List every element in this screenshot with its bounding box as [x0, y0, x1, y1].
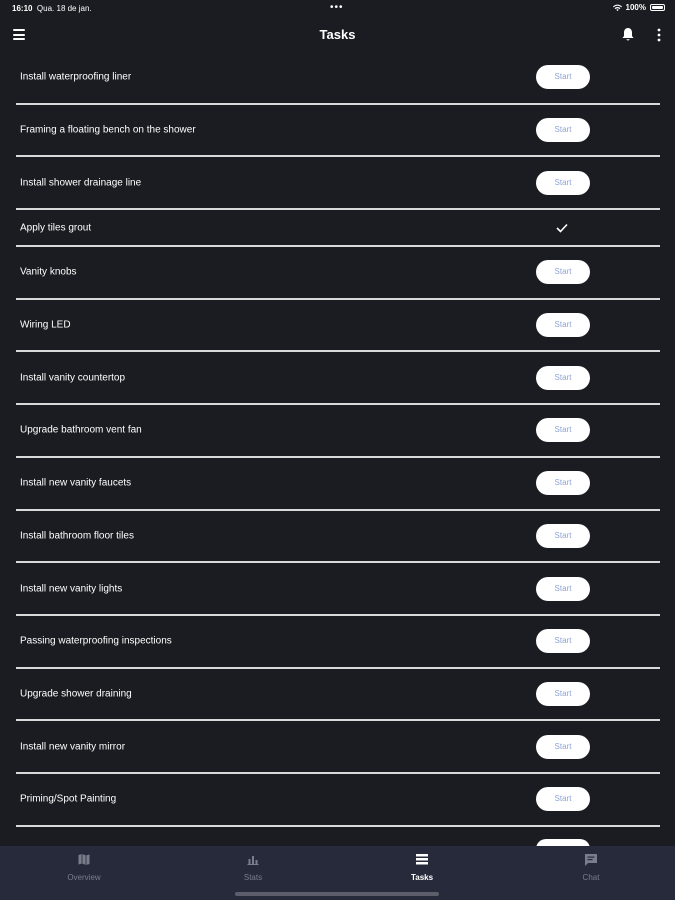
- start-button[interactable]: Start: [536, 471, 590, 495]
- start-button[interactable]: Start: [536, 418, 590, 442]
- start-button[interactable]: Start: [536, 629, 590, 653]
- status-time: [12, 4, 92, 13]
- task-row[interactable]: [16, 247, 660, 300]
- wifi-icon: [613, 4, 622, 12]
- task-label: Passing waterproofing inspections: [20, 635, 172, 647]
- task-row[interactable]: [16, 774, 660, 827]
- task-label: Install new vanity faucets: [20, 477, 132, 489]
- task-row[interactable]: [16, 669, 660, 722]
- start-button[interactable]: Start: [536, 260, 590, 284]
- task-row[interactable]: [16, 721, 660, 774]
- status-date: Qua. 18 de jan.: [36, 4, 92, 13]
- task-label: Install vanity countertop: [20, 372, 126, 384]
- chat-icon: [584, 853, 598, 867]
- task-label: Upgrade shower draining: [20, 688, 132, 700]
- tab-overview[interactable]: [0, 846, 168, 900]
- start-button[interactable]: Start: [536, 735, 590, 759]
- status-time-value: 16:10: [12, 4, 33, 13]
- multitasking-dots[interactable]: •••: [330, 2, 344, 13]
- more-vertical-icon[interactable]: [656, 28, 662, 42]
- start-button[interactable]: Start: [536, 171, 590, 195]
- task-list: [16, 52, 660, 827]
- task-row[interactable]: [16, 458, 660, 511]
- tab-tasks-label: Tasks: [410, 873, 434, 882]
- tab-overview-label: Overview: [67, 873, 101, 882]
- task-label: Install new vanity lights: [20, 583, 123, 595]
- tab-chat-label: Chat: [582, 873, 600, 882]
- task-row[interactable]: [16, 300, 660, 353]
- task-label: Install new vanity mirror: [20, 741, 126, 753]
- task-row[interactable]: [16, 511, 660, 564]
- start-button[interactable]: Start: [536, 313, 590, 337]
- start-button[interactable]: Start: [536, 524, 590, 548]
- start-button[interactable]: Start: [536, 577, 590, 601]
- bar-chart-icon: [247, 853, 260, 866]
- bell-icon[interactable]: [621, 27, 635, 42]
- battery-icon: [650, 4, 665, 11]
- task-label: Priming/Spot Painting: [20, 793, 117, 805]
- task-row[interactable]: [16, 405, 660, 458]
- task-label: Vanity knobs: [20, 266, 77, 278]
- status-right: [613, 3, 665, 12]
- task-row[interactable]: [16, 616, 660, 669]
- task-label: Install shower drainage line: [20, 177, 142, 189]
- task-row[interactable]: [16, 105, 660, 158]
- task-label: Framing a floating bench on the shower: [20, 124, 196, 136]
- app-header: [0, 18, 675, 52]
- task-label: Install waterproofing liner: [20, 71, 132, 83]
- status-bar: [0, 0, 675, 16]
- battery-percent: 100%: [625, 3, 646, 12]
- task-row[interactable]: [16, 563, 660, 616]
- tab-chat[interactable]: [507, 846, 675, 900]
- task-row[interactable]: [16, 210, 660, 247]
- task-label: Install bathroom floor tiles: [20, 530, 134, 542]
- start-button[interactable]: Start: [536, 366, 590, 390]
- task-row[interactable]: [16, 157, 660, 210]
- tab-stats-label: Stats: [243, 873, 263, 882]
- task-label: Upgrade bathroom vent fan: [20, 424, 142, 436]
- page-title: Tasks: [319, 27, 356, 42]
- task-label: Apply tiles grout: [20, 222, 92, 234]
- list-icon: [415, 853, 429, 866]
- task-label: Wiring LED: [20, 319, 71, 331]
- start-button[interactable]: Start: [536, 65, 590, 89]
- map-icon: [78, 853, 91, 866]
- home-indicator: [235, 892, 439, 896]
- task-row[interactable]: [16, 52, 660, 105]
- start-button[interactable]: Start: [536, 787, 590, 811]
- checkmark-icon: [556, 223, 568, 233]
- task-row[interactable]: [16, 352, 660, 405]
- start-button[interactable]: Start: [536, 682, 590, 706]
- start-button[interactable]: Start: [536, 118, 590, 142]
